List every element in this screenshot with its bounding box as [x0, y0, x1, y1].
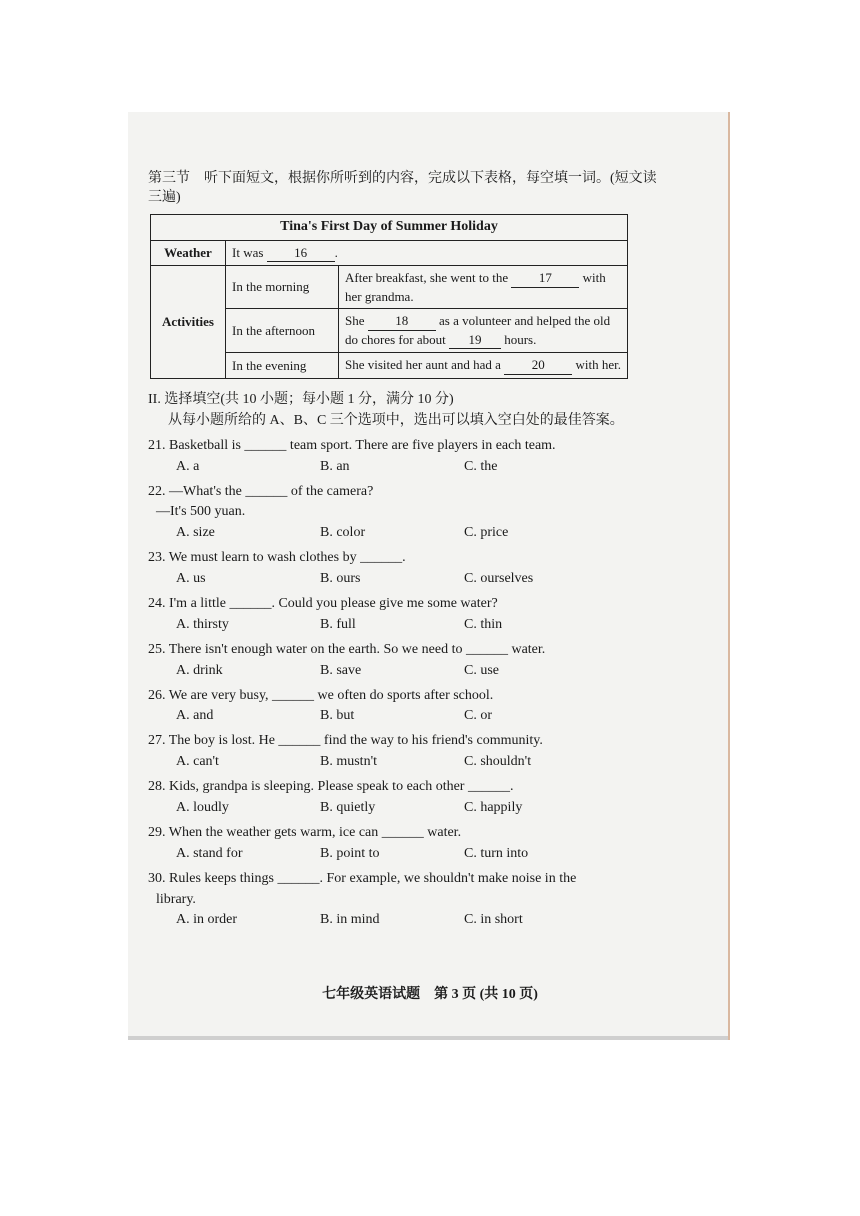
option-a[interactable]: A. size	[176, 525, 215, 541]
weather-label: Weather	[151, 240, 226, 266]
option-b[interactable]: B. ours	[320, 571, 361, 587]
options	[176, 911, 668, 930]
activity-text: She	[345, 313, 365, 329]
weather-cell	[226, 240, 628, 266]
option-b[interactable]: B. but	[320, 708, 355, 724]
option-a[interactable]: A. drink	[176, 662, 223, 678]
page-footer: 七年级英语试题 第 3 页 (共 10 页)	[322, 987, 538, 1002]
question-27	[148, 732, 668, 772]
answer-blank-20[interactable]: 20	[504, 356, 572, 375]
time-evening: In the evening	[226, 353, 339, 379]
options	[176, 662, 668, 681]
question-23	[148, 549, 668, 589]
section3-intro: 第三节 听下面短文，根据你所听到的内容，完成以下表格，每空填一词。(短文读三遍)	[148, 171, 657, 205]
question-stem: 23. We must learn to wash clothes by ______.	[148, 550, 406, 566]
option-a[interactable]: A. us	[176, 571, 206, 587]
option-a[interactable]: A. in order	[176, 912, 238, 928]
weather-suffix: .	[334, 244, 338, 260]
table-title: Tina's First Day of Summer Holiday	[151, 214, 628, 240]
options	[176, 524, 668, 543]
question-stem: 24. I'm a little ______. Could you please give me some water?	[148, 595, 498, 611]
option-b[interactable]: B. mustn't	[320, 754, 377, 770]
option-c[interactable]: C. in short	[464, 912, 523, 928]
question-stem: 25. There isn't enough water on the earth. So we need to ______ water.	[148, 641, 546, 657]
question-25	[148, 641, 668, 681]
paper-edge-shadow	[128, 1036, 728, 1040]
question-continuation: —It's 500 yuan.	[156, 504, 246, 520]
option-b[interactable]: B. save	[320, 662, 362, 678]
option-c[interactable]: C. turn into	[464, 845, 529, 861]
option-b[interactable]: B. point to	[320, 845, 380, 861]
time-morning: In the morning	[226, 266, 339, 309]
time-afternoon: In the afternoon	[226, 309, 339, 353]
question-29	[148, 824, 668, 864]
section2-instruction: 从每小题所给的 A、B、C 三个选项中，选出可以填入空白处的最佳答案。	[168, 412, 624, 428]
option-a[interactable]: A. thirsty	[176, 616, 229, 632]
question-stem: 21. Basketball is ______ team sport. There are five players in each team.	[148, 437, 556, 453]
question-stem: 22. —What's the ______ of the camera?	[148, 483, 374, 499]
section2-title: II. 选择填空(共 10 小题；每小题 1 分，满分 10 分)	[148, 391, 454, 407]
activity-evening	[339, 353, 628, 379]
question-30	[148, 870, 668, 931]
option-c[interactable]: C. or	[464, 708, 492, 724]
options	[176, 799, 668, 818]
activity-text: as a volunteer and helped the old do chores for about	[345, 313, 611, 347]
question-26	[148, 687, 668, 727]
option-c[interactable]: C. happily	[464, 799, 523, 815]
option-b[interactable]: B. in mind	[320, 912, 380, 928]
option-b[interactable]: B. full	[320, 616, 356, 632]
answer-blank-17[interactable]: 17	[511, 269, 579, 288]
option-b[interactable]: B. quietly	[320, 799, 376, 815]
options	[176, 616, 668, 635]
answer-blank-19[interactable]: 19	[449, 331, 501, 350]
activity-text: hours.	[504, 331, 537, 347]
question-list	[148, 437, 668, 931]
exam-content	[148, 170, 668, 930]
question-stem: 29. When the weather gets warm, ice can ______ water.	[148, 824, 462, 840]
option-b[interactable]: B. color	[320, 525, 366, 541]
option-c[interactable]: C. the	[464, 458, 498, 474]
option-c[interactable]: C. shouldn't	[464, 754, 532, 770]
option-a[interactable]: A. can't	[176, 754, 219, 770]
option-a[interactable]: A. loudly	[176, 799, 229, 815]
question-28	[148, 778, 668, 818]
activity-morning	[339, 266, 628, 309]
question-24	[148, 595, 668, 635]
activity-text: with her.	[575, 357, 621, 373]
activity-text: After breakfast, she went to the	[345, 270, 509, 286]
option-a[interactable]: A. a	[176, 458, 200, 474]
options	[176, 570, 668, 589]
question-stem: 27. The boy is lost. He ______ find the way to his friend's community.	[148, 733, 543, 749]
activity-afternoon	[339, 309, 628, 353]
option-c[interactable]: C. use	[464, 662, 499, 678]
weather-prefix: It was	[232, 244, 264, 260]
option-a[interactable]: A. stand for	[176, 845, 243, 861]
option-a[interactable]: A. and	[176, 708, 214, 724]
activity-text: with her grandma.	[345, 270, 606, 304]
question-22	[148, 483, 668, 544]
options	[176, 458, 668, 477]
question-stem: 28. Kids, grandpa is sleeping. Please speak to each other ______.	[148, 779, 514, 795]
options	[176, 707, 668, 726]
activities-label: Activities	[151, 266, 226, 379]
answer-blank-16[interactable]: 16	[267, 244, 335, 263]
options	[176, 753, 668, 772]
question-stem: 30. Rules keeps things ______. For example, we shouldn't make noise in the	[148, 870, 577, 886]
question-stem: 26. We are very busy, ______ we often do sports after school.	[148, 687, 494, 703]
summer-holiday-table	[150, 214, 628, 379]
option-c[interactable]: C. ourselves	[464, 571, 534, 587]
option-b[interactable]: B. an	[320, 458, 350, 474]
options	[176, 845, 668, 864]
answer-blank-18[interactable]: 18	[368, 312, 436, 331]
question-21	[148, 437, 668, 477]
question-continuation: library.	[156, 891, 196, 907]
option-c[interactable]: C. price	[464, 525, 509, 541]
option-c[interactable]: C. thin	[464, 616, 503, 632]
activity-text: She visited her aunt and had a	[345, 357, 501, 373]
